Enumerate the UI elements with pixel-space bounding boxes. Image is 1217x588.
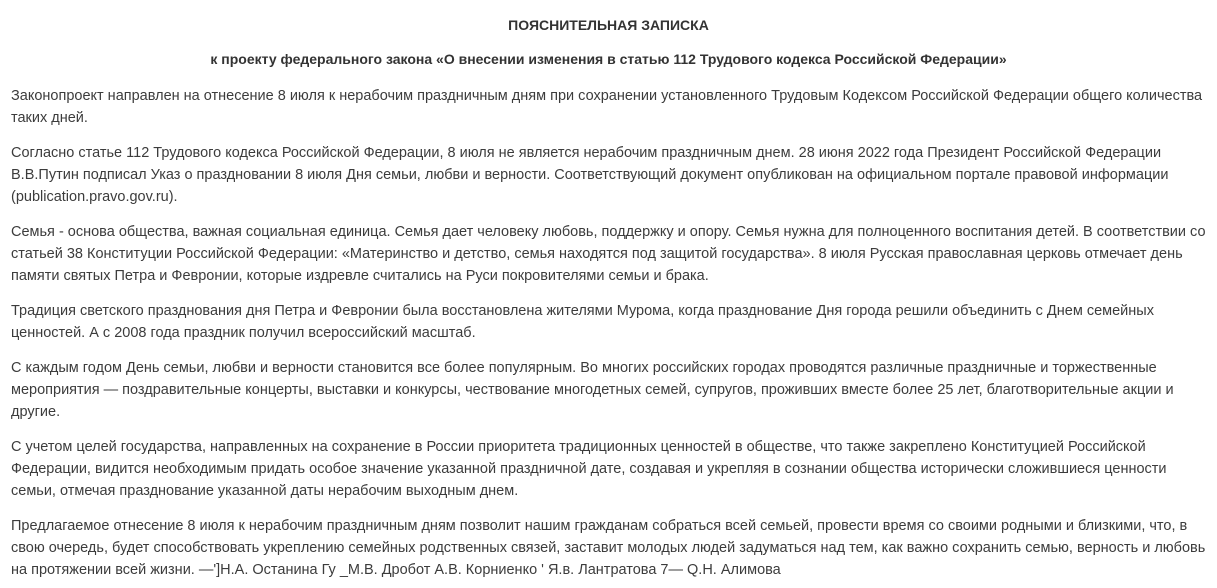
paragraph-conclusion-signatures: Предлагаемое отнесение 8 июля к нерабочим праздничным дням позволит нашим гражданам собраться всей семьей, провести время со своими родными и близкими, что, в свою очередь, будет способствовать укреплению семейных родственных связей, заставит молодых людей задуматься над тем, как важно сохранить семью, верность и любовь на протяжении всей жизни. —']Н.А. Останина Гу _М.В. Дробот А.В. Корниенко ' Я.в. Лантратова 7— Q.Н. Алимова	[11, 518, 1206, 578]
document-title: ПОЯСНИТЕЛЬНАЯ ЗАПИСКА	[508, 17, 709, 33]
paragraph-labor-code: Согласно статье 112 Трудового кодекса Российской Федерации, 8 июля не является нерабочим праздничным днем. 28 июня 2022 года Президент Российской Федерации В.В.Путин подписал Указ о праздновании 8 июля Дня семьи, любви и верности. Соответствующий документ опубликован на официальном портале правовой информации (publication.pravo.gov.ru).	[11, 145, 1169, 205]
paragraph-state-goals: С учетом целей государства, направленных на сохранение в России приоритета традиционных ценностей в обществе, что также закреплено Конституцией Российской Федерации, видится необходимым придать особое значение указанной праздничной дате, создавая и укрепляя в сознании общества исторически сложившиеся ценности семьи, отмечая празднование указанной даты нерабочим выходным днем.	[11, 439, 1167, 499]
paragraph-popularity: С каждым годом День семьи, любви и верности становится все более популярным. Во многих российских городах проводятся различные праздничные и торжественные мероприятия — поздравительные концерты, выставки и конкурсы, чествование многодетных семей, супругов, проживших вместе более 25 лет, благотворительные акции и другие.	[11, 360, 1174, 420]
paragraph-tradition: Традиция светского празднования дня Петра и Февронии была восстановлена жителями Мурома, когда празднование Дня города решили объединить с Днем семейных ценностей. А с 2008 года праздник получил всероссийский масштаб.	[11, 303, 1154, 341]
paragraph-purpose: Законопроект направлен на отнесение 8 июля к нерабочим праздничным дням при сохранении установленного Трудовым Кодексом Российской Федерации общего количества таких дней.	[11, 88, 1203, 126]
document-body	[11, 85, 1206, 581]
paragraph-family: Семья - основа общества, важная социальная единица. Семья дает человеку любовь, поддержку и опору. Семья нужна для полноценного воспитания детей. В соответствии со статьей 38 Конституции Российской Федерации: «Материнство и детство, семья находятся под защитой государства». 8 июля Русская православная церковь отмечает день памяти святых Петра и Февронии, которые издревле считались на Руси покровителями семьи и брака.	[11, 224, 1206, 284]
document-subtitle: к проекту федерального закона «О внесении изменения в статью 112 Трудового кодекса Российской Федерации»	[210, 51, 1007, 67]
